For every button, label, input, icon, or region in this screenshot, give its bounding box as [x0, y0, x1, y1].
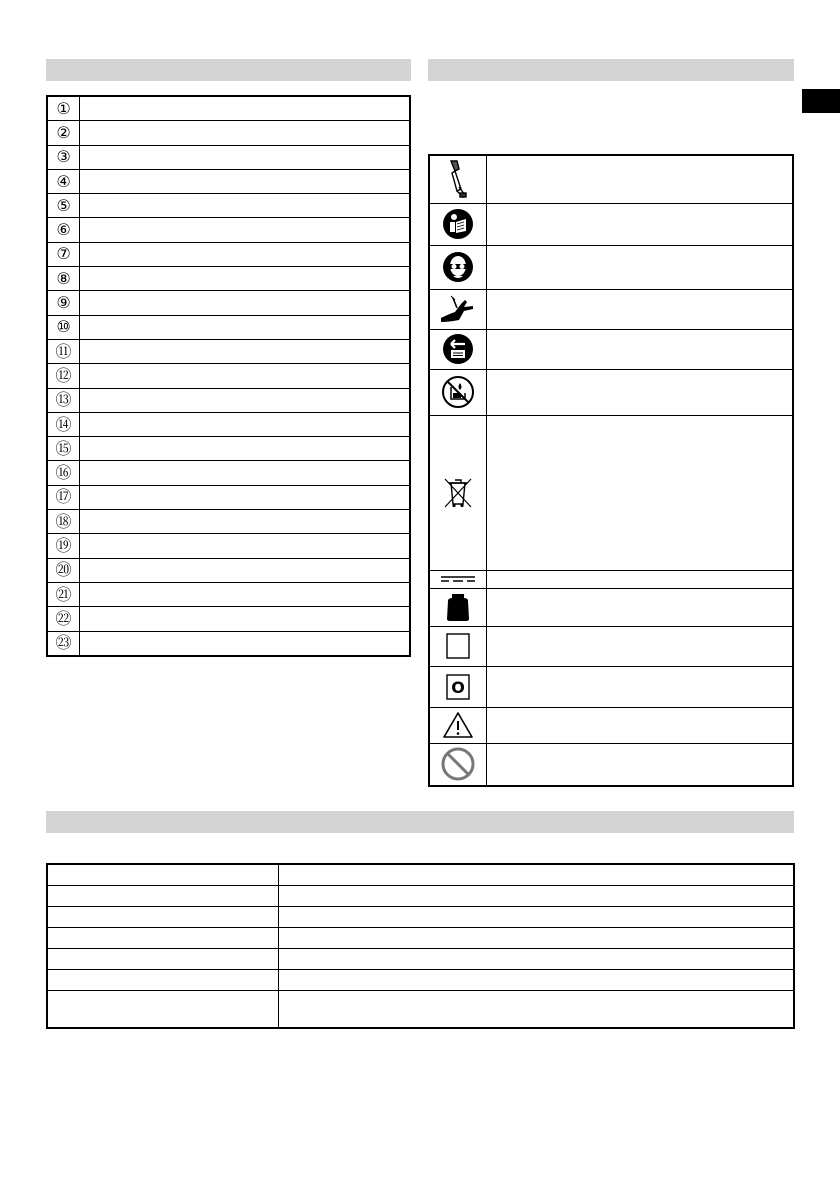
parts-number: ② — [47, 121, 80, 145]
spec-value — [279, 907, 795, 928]
parts-description — [80, 169, 411, 193]
spec-row — [47, 886, 794, 907]
parts-number: ⑥ — [47, 218, 80, 242]
parts-description — [80, 242, 411, 266]
spec-label — [47, 864, 279, 886]
parts-number: ⑰ — [47, 485, 80, 509]
parts-number: ⑬ — [47, 388, 80, 412]
spec-label — [47, 907, 279, 928]
spec-value — [279, 886, 795, 907]
parts-description — [80, 194, 411, 218]
parts-description — [80, 145, 411, 169]
parts-number: ⑪ — [47, 339, 80, 363]
spec-value — [279, 970, 795, 991]
spec-row — [47, 907, 794, 928]
parts-description — [80, 534, 411, 558]
symbol-row — [429, 666, 793, 707]
parts-description — [80, 96, 411, 121]
switch-off-icon — [429, 626, 487, 666]
switch-on-mark: O — [451, 677, 465, 697]
parts-number: ⑲ — [47, 534, 80, 558]
parts-description — [80, 267, 411, 291]
spec-label — [47, 949, 279, 970]
parts-description — [80, 218, 411, 242]
parts-number: ⑨ — [47, 291, 80, 315]
parts-row — [47, 437, 410, 461]
spec-value — [279, 928, 795, 949]
parts-row — [47, 121, 410, 145]
language-tab — [802, 89, 840, 113]
parts-row — [47, 242, 410, 266]
parts-description — [80, 461, 411, 485]
symbol-desc — [487, 707, 794, 743]
parts-row — [47, 364, 410, 388]
spec-label — [47, 991, 279, 1029]
parts-table — [46, 95, 411, 657]
hand-cut-warning-icon — [429, 289, 487, 329]
symbol-row — [429, 329, 793, 369]
parts-row — [47, 145, 410, 169]
parts-row — [47, 558, 410, 582]
tool-model-icon — [429, 155, 487, 203]
symbol-row — [429, 415, 793, 570]
spec-row — [47, 928, 794, 949]
parts-number: ③ — [47, 145, 80, 169]
spec-label — [47, 970, 279, 991]
parts-row — [47, 388, 410, 412]
symbol-row — [429, 289, 793, 329]
parts-number: ㉑ — [47, 582, 80, 606]
parts-number: ㉒ — [47, 607, 80, 631]
symbol-row — [429, 626, 793, 666]
symbol-desc — [487, 415, 794, 570]
parts-description — [80, 339, 411, 363]
spec-row — [47, 864, 794, 886]
parts-row — [47, 267, 410, 291]
parts-row — [47, 534, 410, 558]
parts-number: ⑩ — [47, 315, 80, 339]
parts-description — [80, 607, 411, 631]
spec-value — [279, 949, 795, 970]
parts-row — [47, 194, 410, 218]
spec-row — [47, 949, 794, 970]
symbols-intro — [428, 90, 794, 146]
prohibition-icon — [429, 743, 487, 786]
parts-number: ⑤ — [47, 194, 80, 218]
eye-protection-icon — [429, 245, 487, 289]
symbol-row — [429, 570, 793, 588]
spec-row — [47, 970, 794, 991]
parts-row — [47, 315, 410, 339]
warning-triangle-icon — [429, 707, 487, 743]
parts-row — [47, 582, 410, 606]
symbol-row — [429, 707, 793, 743]
symbols-section-header — [428, 59, 794, 81]
parts-description — [80, 121, 411, 145]
parts-number: ⑳ — [47, 558, 80, 582]
parts-number: ⑯ — [47, 461, 80, 485]
symbol-desc — [487, 743, 794, 786]
symbol-row — [429, 203, 793, 245]
symbol-desc — [487, 155, 794, 203]
symbol-row — [429, 369, 793, 415]
parts-number: ④ — [47, 169, 80, 193]
parts-description — [80, 388, 411, 412]
symbol-row — [429, 155, 793, 203]
symbol-desc — [487, 666, 794, 707]
specs-intro — [46, 840, 794, 858]
parts-description — [80, 631, 411, 656]
spec-label — [47, 928, 279, 949]
parts-row — [47, 291, 410, 315]
parts-description — [80, 510, 411, 534]
parts-number: ⑫ — [47, 364, 80, 388]
parts-description — [80, 364, 411, 388]
parts-row — [47, 412, 410, 436]
parts-number: ⑮ — [47, 437, 80, 461]
parts-row — [47, 485, 410, 509]
parts-row — [47, 631, 410, 656]
symbol-desc — [487, 570, 794, 588]
parts-row — [47, 607, 410, 631]
read-manual-icon — [429, 203, 487, 245]
parts-description — [80, 582, 411, 606]
symbol-desc — [487, 588, 794, 626]
parts-row — [47, 461, 410, 485]
parts-row — [47, 510, 410, 534]
parts-number: ① — [47, 96, 80, 121]
disconnect-battery-icon — [429, 329, 487, 369]
parts-description — [80, 558, 411, 582]
parts-number: ㉓ — [47, 631, 80, 656]
symbol-desc — [487, 203, 794, 245]
parts-row — [47, 218, 410, 242]
spec-value — [279, 991, 795, 1029]
symbol-desc — [487, 329, 794, 369]
switch-on-icon — [429, 666, 487, 707]
parts-row — [47, 169, 410, 193]
parts-number: ⑱ — [47, 510, 80, 534]
parts-section-header — [46, 59, 411, 81]
parts-description — [80, 412, 411, 436]
symbols-table — [428, 154, 794, 787]
battery-pack-icon — [429, 588, 487, 626]
symbol-row — [429, 245, 793, 289]
spec-table — [46, 863, 795, 1029]
parts-row — [47, 339, 410, 363]
spec-row — [47, 991, 794, 1029]
no-water-icon — [429, 369, 487, 415]
parts-number: ⑧ — [47, 267, 80, 291]
symbol-desc — [487, 369, 794, 415]
parts-number: ⑦ — [47, 242, 80, 266]
parts-row — [47, 96, 410, 121]
spec-value — [279, 864, 795, 886]
parts-number: ⑭ — [47, 412, 80, 436]
symbol-row — [429, 743, 793, 786]
weee-bin-icon — [429, 415, 487, 570]
parts-description — [80, 485, 411, 509]
parts-description — [80, 291, 411, 315]
parts-description — [80, 437, 411, 461]
symbol-desc — [487, 289, 794, 329]
parts-description — [80, 315, 411, 339]
symbol-row — [429, 588, 793, 626]
symbol-desc — [487, 245, 794, 289]
spec-label — [47, 886, 279, 907]
specs-section-header — [46, 811, 794, 833]
symbol-desc — [487, 626, 794, 666]
direct-current-icon — [429, 570, 487, 588]
